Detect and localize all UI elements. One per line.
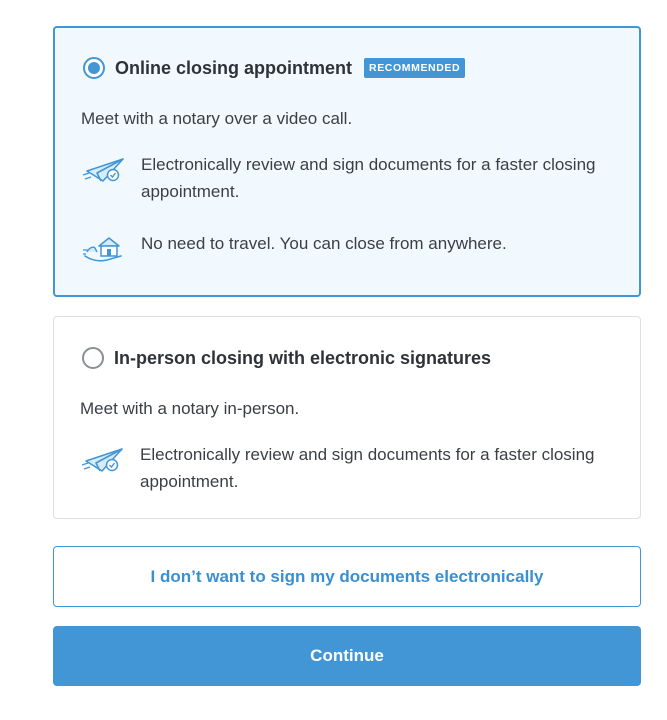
feature-item <box>81 151 611 205</box>
option-description: Meet with a notary in-person. <box>80 399 300 418</box>
feature-item <box>81 230 611 266</box>
feature-text: Electronically review and sign documents for a faster closing appointment. <box>140 445 595 491</box>
feature-item <box>80 441 610 495</box>
option-card-in-person-closing[interactable] <box>53 316 641 519</box>
recommended-badge: RECOMMENDED <box>364 58 465 78</box>
house-in-hand-icon <box>81 230 127 266</box>
feature-text: Electronically review and sign documents for a faster closing appointment. <box>141 155 596 201</box>
option-header <box>82 347 491 369</box>
option-header <box>83 57 465 79</box>
option-title: Online closing appointment <box>115 57 353 78</box>
continue-button[interactable]: Continue <box>53 626 641 686</box>
decline-electronic-signing-button[interactable]: I don’t want to sign my documents electronically <box>53 546 641 607</box>
radio-in-person-closing[interactable] <box>82 347 104 369</box>
radio-online-closing[interactable] <box>83 57 105 79</box>
paper-plane-icon <box>80 441 126 477</box>
option-card-online-closing[interactable] <box>53 26 641 297</box>
option-title: In-person closing with electronic signatures <box>114 347 492 368</box>
feature-text: No need to travel. You can close from anywhere. <box>141 234 507 253</box>
paper-plane-icon <box>81 151 127 187</box>
option-description: Meet with a notary over a video call. <box>81 109 353 128</box>
